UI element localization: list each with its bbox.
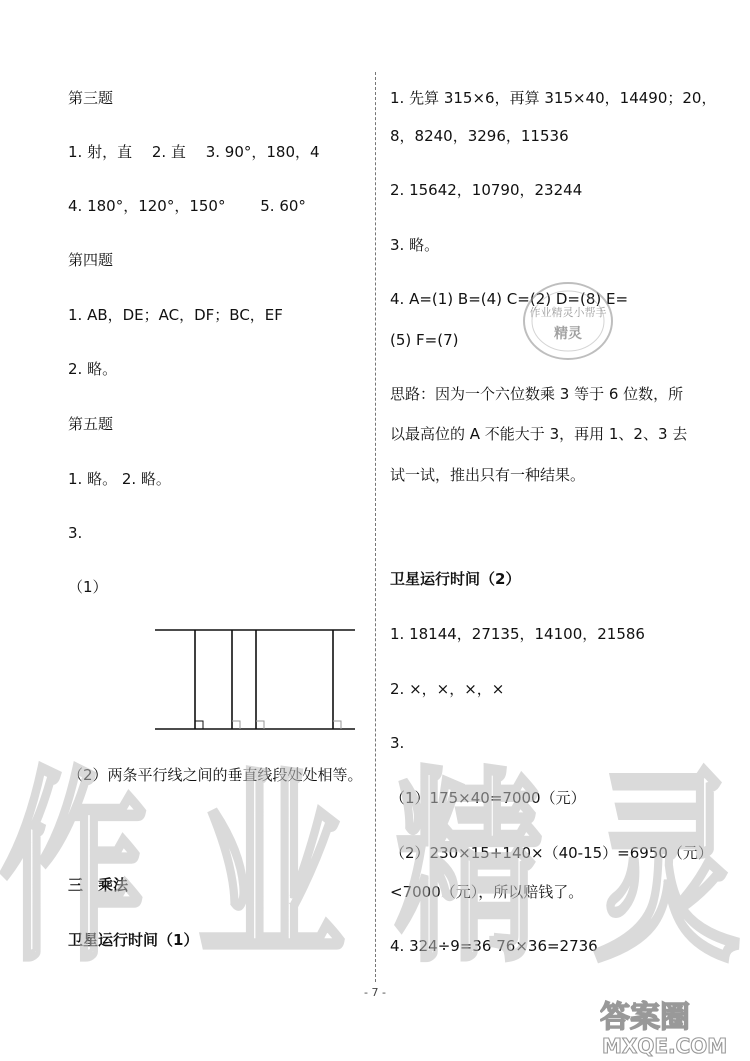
lesson-2-answer-3: 3.: [390, 734, 405, 752]
section-3-title: 第三题: [68, 89, 114, 107]
svg-text:精灵: 精灵: [554, 326, 582, 342]
section-3-line-2: 4. 180°，120°，150° 5. 60°: [68, 197, 306, 215]
lesson-2-answer-3-2a: （2）230×15+140×（40-15）=6950（元）: [390, 844, 713, 862]
reasoning-line-3: 试一试，推出只有一种结果。: [390, 466, 586, 484]
section-4-line-2: 2. 略。: [68, 360, 118, 378]
lesson-1-title: 卫星运行时间（1）: [68, 931, 199, 949]
svg-text:作业精灵小帮手: 作业精灵小帮手: [529, 306, 607, 319]
section-5-line-2: 3.: [68, 524, 83, 542]
lesson-2-title: 卫星运行时间（2）: [390, 570, 521, 588]
section-3-line-1: 1. 射，直 2. 直 3. 90°，180，4: [68, 143, 320, 161]
answer-1-line-a: 1. 先算 315×6，再算 315×40，14490；20，: [390, 89, 717, 107]
lesson-2-answer-2: 2. ×，×，×，×: [390, 680, 505, 698]
section-4-title: 第四题: [68, 251, 114, 269]
chapter-title: 三 乘法: [68, 876, 129, 894]
answer-2: 2. 15642，10790，23244: [390, 181, 583, 199]
page-number: - 7 -: [364, 986, 386, 999]
answer-1-line-b: 8，8240，3296，11536: [390, 127, 569, 145]
lesson-2-answer-3-2b: <7000（元），所以赔钱了。: [390, 883, 584, 901]
section-5-sub-1: （1）: [68, 578, 108, 596]
site-logo: [600, 995, 745, 1057]
watermark: [0, 720, 750, 990]
section-5-title: 第五题: [68, 415, 114, 433]
svg-text:MXQE.COM: MXQE.COM: [602, 1034, 728, 1057]
lesson-2-answer-4: 4. 324÷9=36 76×36=2736: [390, 937, 598, 955]
section-5-line-1: 1. 略。 2. 略。: [68, 470, 171, 488]
section-4-line-1: 1. AB，DE；AC，DF；BC，EF: [68, 306, 283, 324]
answer-3: 3. 略。: [390, 236, 440, 254]
reasoning-line-1: 思路：因为一个六位数乘 3 等于 6 位数，所: [390, 385, 684, 403]
answer-4-line-b: (5) F=(7): [390, 331, 459, 349]
reasoning-line-2: 以最高位的 A 不能大于 3，再用 1、2、3 去: [390, 425, 688, 443]
lesson-2-answer-1: 1. 18144，27135，14100，21586: [390, 625, 645, 643]
section-5-sub-2: （2）两条平行线之间的垂直线段处处相等。: [68, 766, 363, 784]
svg-text:作 业 精 灵: 作 业 精 灵: [0, 751, 740, 989]
svg-text:答案圈: 答案圈: [600, 1000, 690, 1035]
answer-4-line-a: 4. A=(1) B=(4) C=(2) D=(8) E=: [390, 290, 629, 308]
lesson-2-answer-3-1: （1）175×40=7000（元）: [390, 789, 586, 807]
stamp-seal: [520, 276, 616, 366]
